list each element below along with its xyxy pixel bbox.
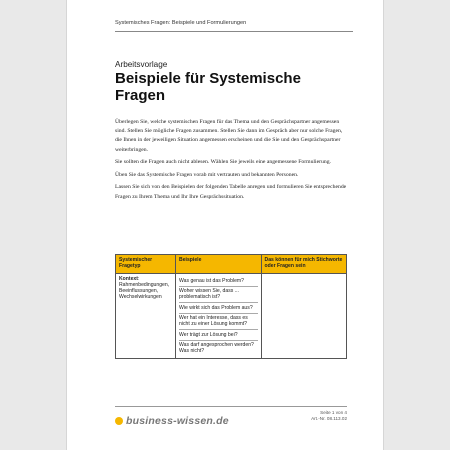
question-type-description: : Rahmenbedingungen, Beeinflussungen, Wechselwirkungen (119, 276, 170, 300)
example-question: Wer trägt zur Lösung bei? (179, 330, 257, 341)
examples-cell (176, 274, 261, 359)
notes-cell[interactable] (261, 274, 346, 359)
article-number: Art.-Nr. 08.113.02 (311, 416, 347, 421)
example-question: Woher wissen Sie, dass ... problematisch ist? (179, 287, 257, 304)
table-row (116, 274, 347, 359)
paragraph: Sie sollten die Fragen auch nicht ablesen. Wählen Sie jeweils eine angemessene Formulierung. (115, 159, 331, 166)
page-number: Seite 1 von 4 (320, 410, 347, 415)
example-question: Was genau ist das Problem? (179, 276, 257, 287)
brand-logo (115, 415, 229, 427)
logo-dot-icon (115, 417, 123, 425)
example-question: Wie wirkt sich das Problem aus? (179, 303, 257, 314)
document-page (66, 0, 384, 450)
question-type-cell (116, 274, 176, 359)
column-header: Das können für mich Stichworte oder Fragen sein (261, 255, 346, 274)
paragraph: Lassen Sie sich von den Beispielen der folgenden Tabelle anregen und formulieren Sie entsprechende Fragen zu Ihrem Thema und Ihr Ihre Gesprächssituation. (115, 184, 347, 200)
page-title: Beispiele für Systemische Fragen (115, 70, 301, 104)
running-header: Systemisches Fragen: Beispiele und Formulierungen (115, 20, 353, 32)
example-question: Was darf angesprochen werden? Was nicht? (179, 342, 254, 354)
document-kicker: Arbeitsvorlage (115, 60, 168, 69)
question-table (115, 254, 347, 359)
logo-text: business-wissen.de (126, 415, 229, 427)
paragraph: Überlegen Sie, welche systemischen Fragen für das Thema und den Gesprächspartner angemessen sind. Stellen Sie mögliche Fragen zusammen. Stellen Sie dann im Gespräch aber nur solche Fragen, die Ihnen in der jeweiligen Situation angemessen erscheinen und die Sie und den Gesprächspartner weiterbringen. (115, 119, 343, 153)
column-header: Systemischer Fragetyp (116, 255, 176, 274)
table-header-row (116, 255, 347, 274)
question-type-label: Kontext (119, 276, 138, 282)
example-question: Wer hat ein Interesse, dass es nicht zu einer Lösung kommt? (179, 314, 257, 331)
column-header: Beispiele (176, 255, 261, 274)
page-footer (115, 406, 347, 433)
paragraph: Üben Sie das Systemische Fragen vorab mit vertrauten und bekannten Personen. (115, 171, 299, 178)
body-text (115, 118, 347, 205)
page-info (311, 410, 347, 422)
